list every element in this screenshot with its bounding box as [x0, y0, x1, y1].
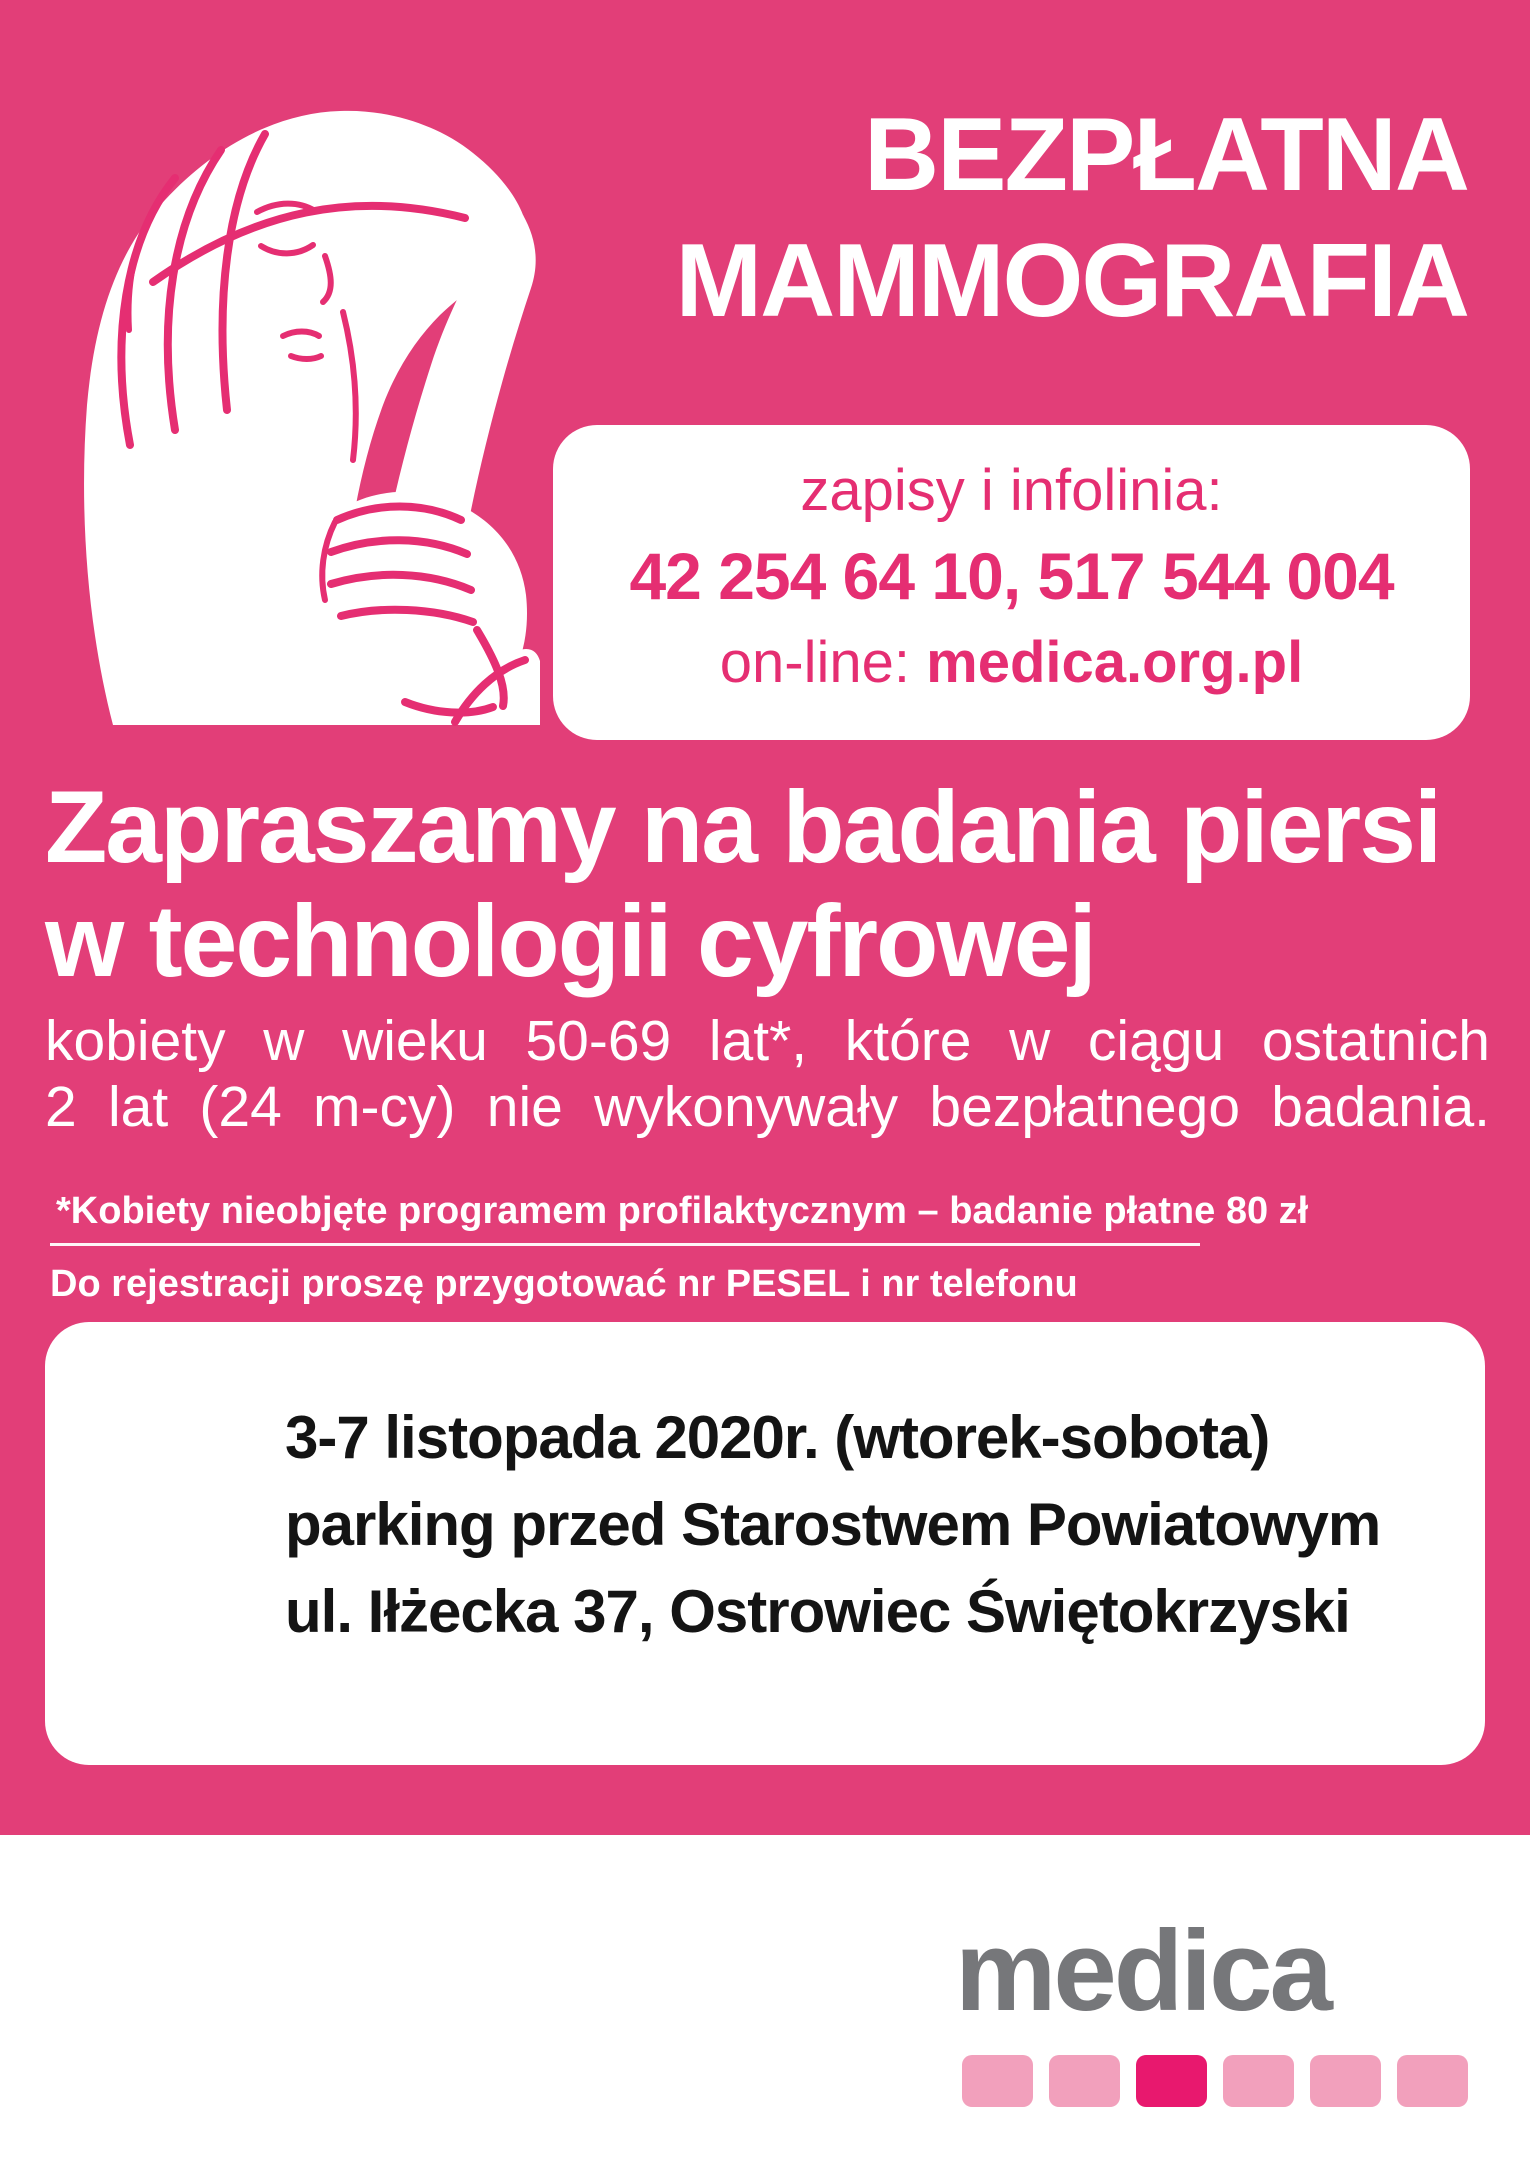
footer-square [1049, 2055, 1120, 2107]
footer-square [1397, 2055, 1468, 2107]
event-date-line: 3-7 listopada 2020r. (wtorek-sobota) [285, 1404, 1270, 1471]
invite-heading-line2: w technologii cyfrowej [45, 884, 1095, 998]
eligibility-line2: 2 lat (24 m-cy) nie wykonywały bezpłatnego badania. [45, 1075, 1490, 1139]
contact-website: medica.org.pl [926, 630, 1304, 695]
contact-phone-numbers: 42 254 64 10, 517 544 004 [629, 539, 1394, 613]
event-details-box [45, 1322, 1485, 1765]
note-registration: Do rejestracji proszę przygotować nr PESEL i nr telefonu [50, 1263, 1078, 1305]
poster-title-line1: BEZPŁATNA [863, 97, 1468, 213]
breast-self-exam-illustration [25, 50, 545, 730]
chin-line [291, 356, 321, 359]
footer-square [1223, 2055, 1294, 2107]
poster-title-line2: MAMMOGRAFIA [675, 223, 1468, 339]
eligibility-line1: kobiety w wieku 50-69 lat*, które w ciągu ostatnich [45, 1009, 1490, 1073]
note-paid-exam: *Kobiety nieobjęte programem profilaktycznym – badanie płatne 80 zł [56, 1190, 1309, 1232]
footer [0, 1835, 1530, 2164]
event-address-line: ul. Iłżecka 37, Ostrowiec Świętokrzyski [285, 1578, 1350, 1645]
invite-heading-line1: Zapraszamy na badania piersi [45, 770, 1441, 884]
contact-info-box [553, 425, 1470, 740]
medica-logo-text: medica [955, 1908, 1330, 2035]
contact-online-line [553, 621, 1470, 705]
contact-info-label: zapisy i infolinia: [800, 458, 1223, 523]
eligibility-text [45, 1008, 1490, 1140]
footer-color-squares [962, 2055, 1468, 2107]
event-place-line: parking przed Starostwem Powiatowym [285, 1491, 1381, 1558]
footer-square [962, 2055, 1033, 2107]
footer-square [1310, 2055, 1381, 2107]
contact-online-prefix: on-line: [719, 630, 927, 695]
notes-divider [50, 1243, 1200, 1246]
invite-heading [45, 770, 1440, 998]
poster-title [675, 92, 1468, 344]
footer-square [1136, 2055, 1207, 2107]
